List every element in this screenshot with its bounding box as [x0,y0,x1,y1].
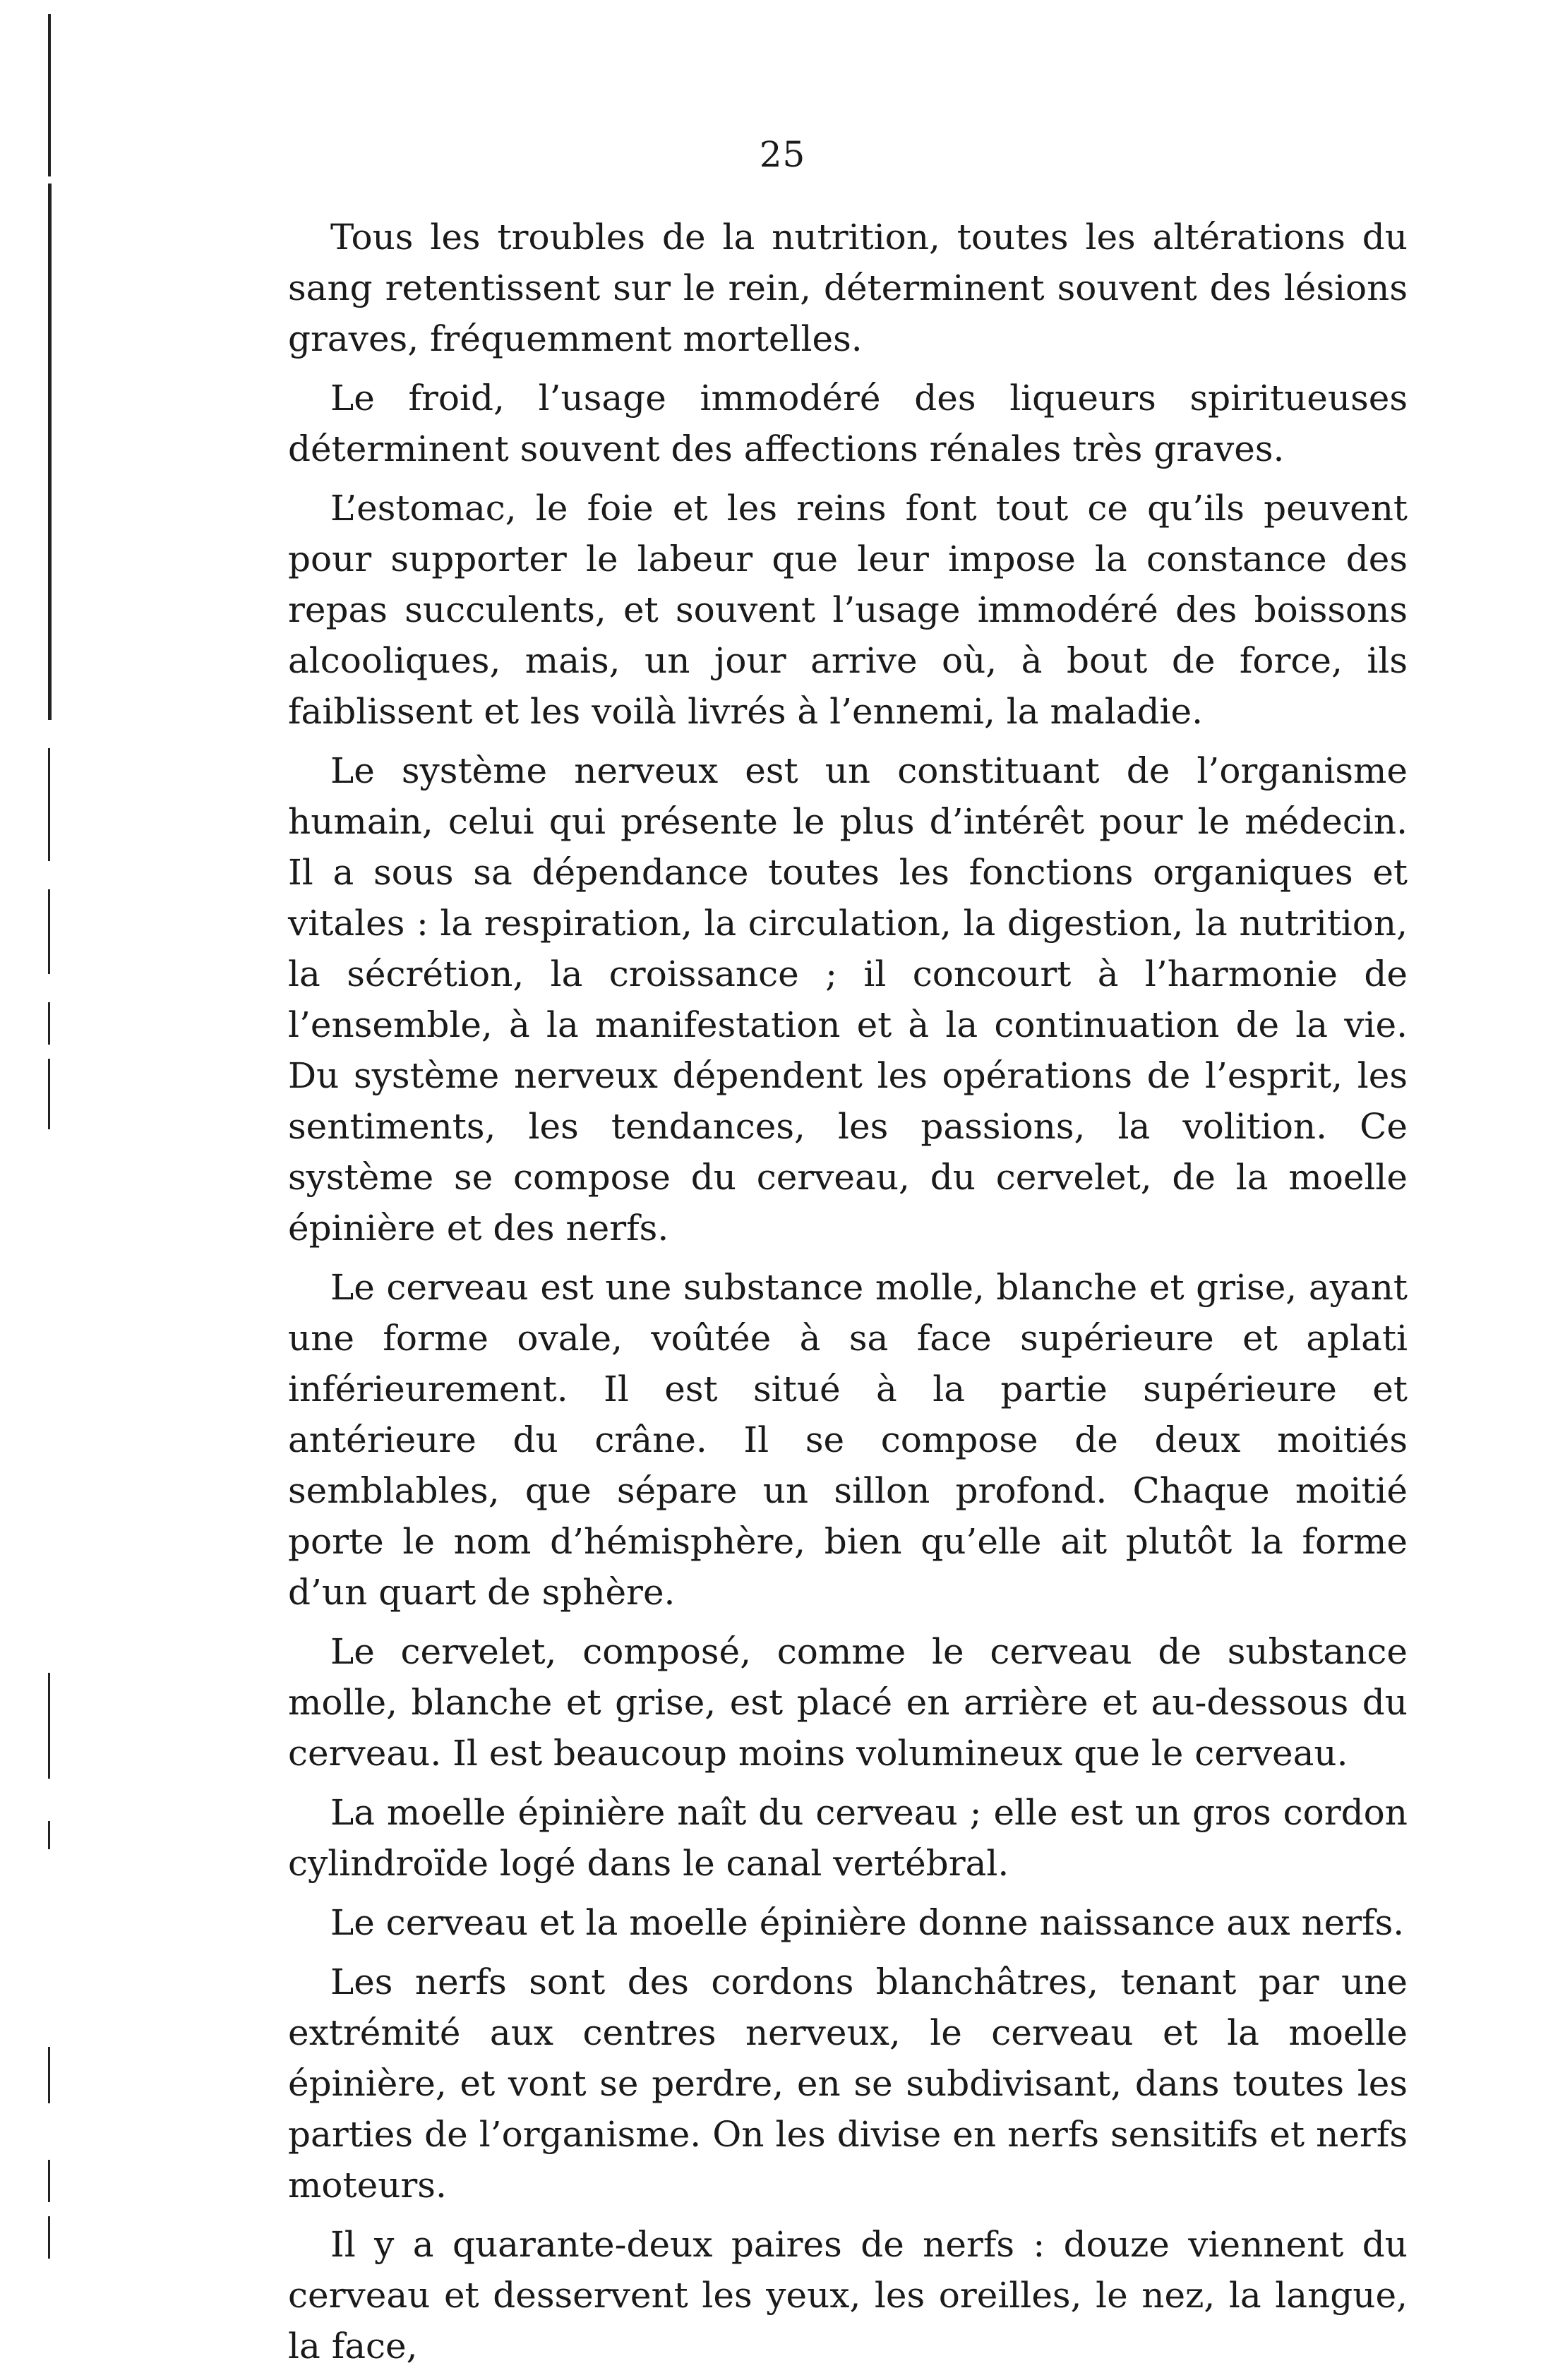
paragraph: Le système nerveux est un constituant de l’organisme humain, celui qui présente le plus d’intérêt pour le médecin. Il a sous sa dépendance toutes les fonctions organiques et vitales : la respiration, la circulation, la digestion, la nutrition, la sécrétion, la croissance ; il concourt à l’harmonie de l’ensemble, à la manifestation et à la continuation de la vie. Du système nerveux dépendent les opérations de l’esprit, les sentiments, les tendances, les passions, la volition. Ce système se compose du cerveau, du cervelet, de la moelle épinière et des nerfs. [288,750,1408,1249]
page-number: 25 [759,134,806,175]
edge-mark [48,1821,50,1849]
body-text [288,212,1408,2380]
edge-mark [48,1059,50,1129]
edge-mark [48,1673,50,1779]
paragraph: La moelle épinière naît du cerveau ; elle est un gros cordon cylindroïde logé dans le canal vertébral. [288,1792,1408,1884]
edge-mark [48,2160,50,2202]
paragraph: Il y a quarante-deux paires de nerfs : douze viennent du cerveau et desservent les yeux, les oreilles, le nez, la langue, la face, [288,2224,1408,2367]
edge-mark [48,1002,50,1045]
edge-mark [48,889,50,974]
edge-mark [48,2216,50,2259]
edge-mark [48,748,50,861]
paragraph: L’estomac, le foie et les reins font tout ce qu’ils peuvent pour supporter le labeur que leur impose la constance des repas succulents, et souvent l’usage immodéré des boissons alcooliques, mais, un jour arrive où, à bout de force, ils faiblissent et les voilà livrés à l’ennemi, la maladie. [288,488,1408,732]
paragraph: Le cervelet, composé, comme le cerveau de substance molle, blanche et grise, est placé en arrière et au-dessous du cerveau. Il est beaucoup moins volumineux que le cerveau. [288,1631,1408,1774]
edge-mark [48,184,52,720]
paragraph: Tous les troubles de la nutrition, toutes les altérations du sang retentissent sur le rein, déterminent souvent des lésions graves, fréquemment mortelles. [288,217,1408,359]
paragraph: Le cerveau et la moelle épinière donne naissance aux nerfs. [330,1902,1405,1943]
edge-mark [48,2047,50,2103]
binding-edge-marks [45,0,59,2273]
paragraph: Le cerveau est une substance molle, blanche et grise, ayant une forme ovale, voûtée à sa face supérieure et aplati inférieurement. Il est situé à la partie supérieure et antérieure du crâne. Il se compose de deux moitiés semblables, que sépare un sillon profond. Chaque moitié porte le nom d’hémisphère, bien qu’elle ait plutôt la forme d’un quart de sphère. [288,1267,1408,1613]
paragraph: Le froid, l’usage immodéré des liqueurs spiritueuses déterminent souvent des affections rénales très graves. [288,378,1408,469]
paragraph: Les nerfs sont des cordons blanchâtres, tenant par une extrémité aux centres nerveux, le cerveau et la moelle épinière, et vont se perdre, en se subdivisant, dans toutes les parties de l’organisme. On les divise en nerfs sensitifs et nerfs moteurs. [288,1961,1408,2206]
